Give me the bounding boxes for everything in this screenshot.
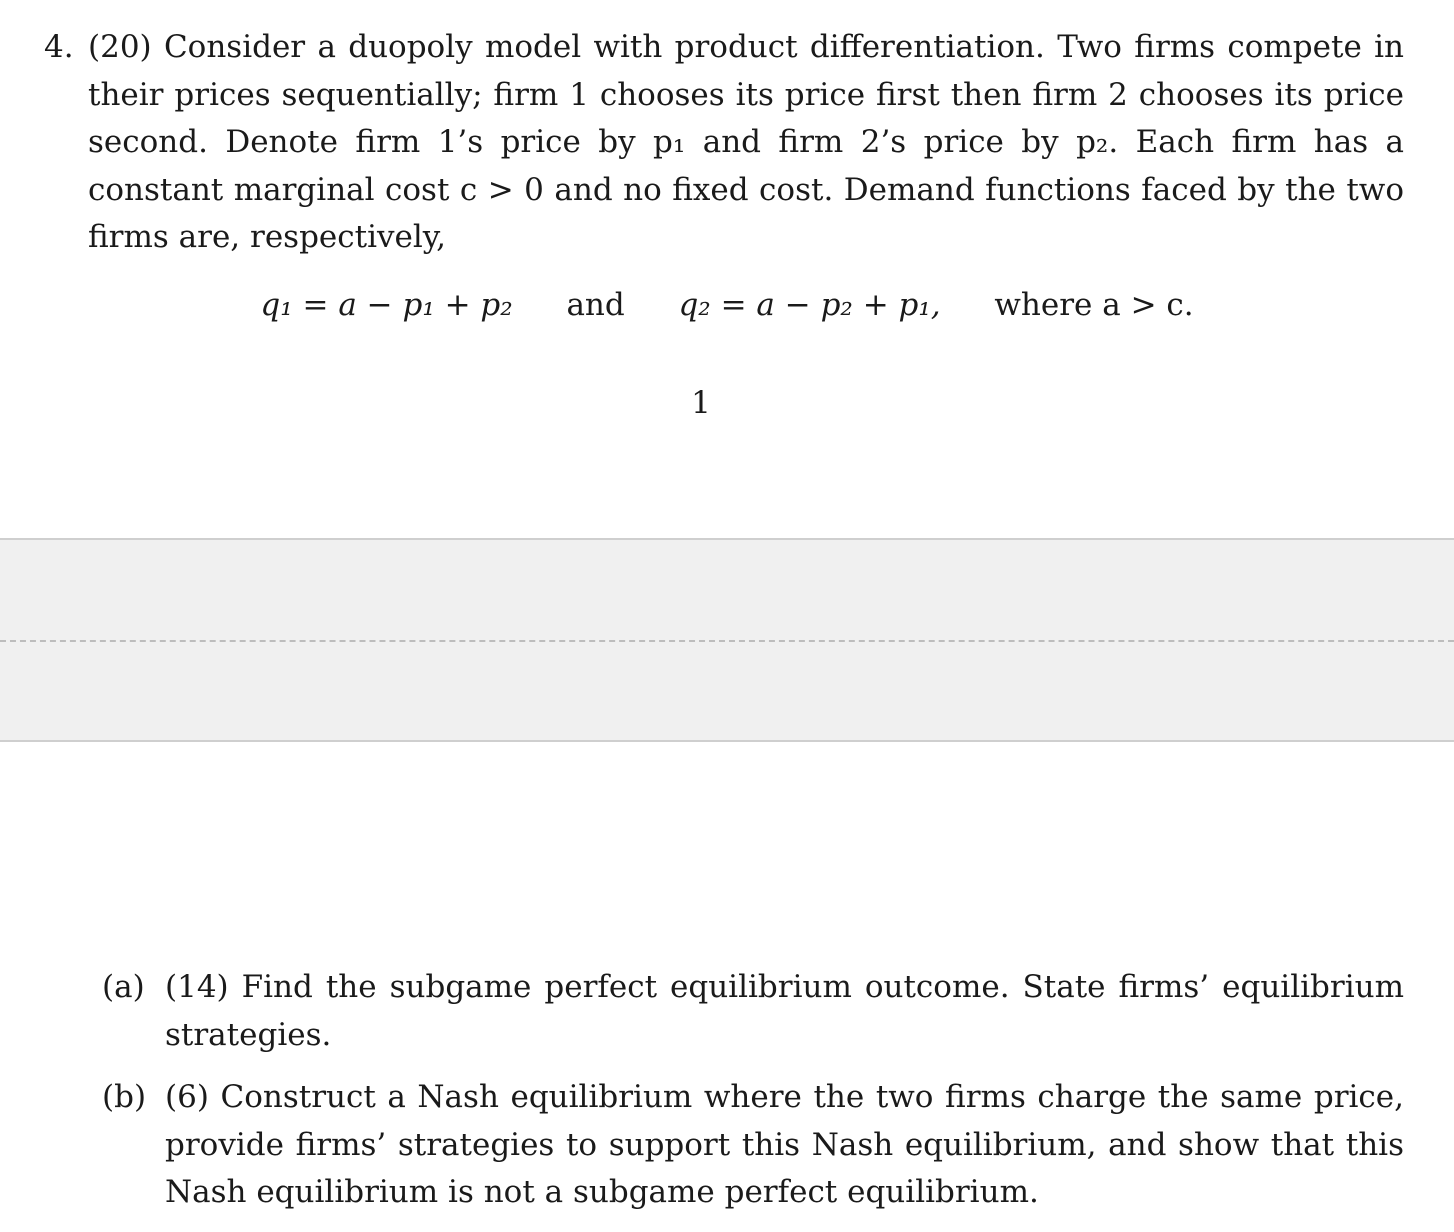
problem-statement: (20) Consider a duopoly model with product differentiation. Two firms compete in their prices sequentially; firm 1 chooses its price first then firm 2 chooses its price second. Denote firm 1’s price by p₁ and firm 2’s price by p₂. Each firm has a constant marginal cost c > 0 and no fixed cost. Demand functions faced by the two firms are, respectively, (88, 29, 1404, 255)
part-label: (a) (102, 969, 145, 1005)
demand-equations (0, 282, 1454, 329)
equation-connector: and (566, 287, 625, 323)
page-1 (0, 0, 1454, 538)
demand-equation-firm-2: q₂ = a − p₂ + p₁, (678, 287, 941, 323)
problem-number: 4. (44, 29, 74, 65)
page-break (0, 538, 1454, 742)
problem-4 (44, 24, 1404, 262)
part-b (102, 1074, 1404, 1217)
page-break-divider (0, 640, 1454, 642)
demand-equation-firm-1: q₁ = a − p₁ + p₂ (260, 287, 513, 323)
part-text: (14) Find the subgame perfect equilibrium outcome. State firms’ equilibrium strategies. (165, 969, 1404, 1053)
part-a (102, 964, 1404, 1059)
part-label: (b) (102, 1079, 147, 1115)
problem-parts (102, 964, 1404, 1232)
part-text: (6) Construct a Nash equilibrium where the two firms charge the same price, provide firms’ strategies to support this Nash equilibrium, and show that this Nash equilibrium is not a subgame perfect equilibrium. (165, 1079, 1404, 1210)
parameter-condition: where a > c. (994, 287, 1194, 323)
page-number: 1 (691, 385, 711, 421)
